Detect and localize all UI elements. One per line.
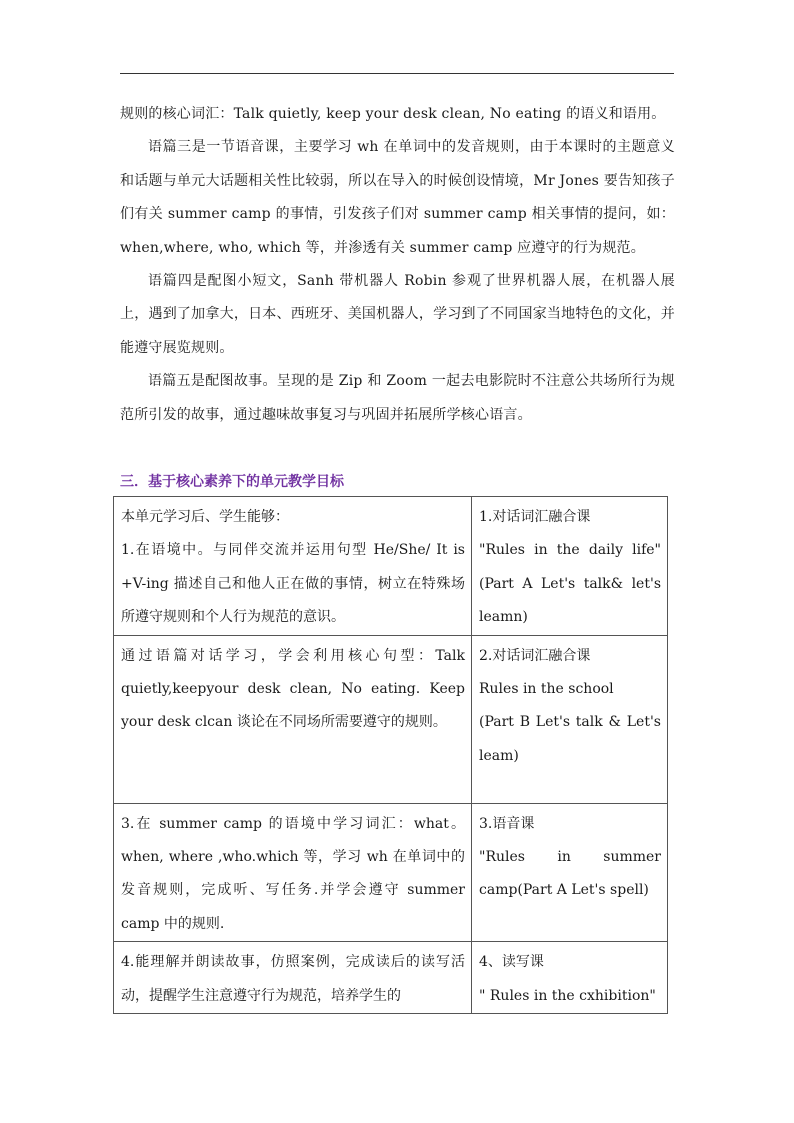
- section-heading: 三．基于核心素养下的单元教学目标: [120, 474, 344, 490]
- paragraph-text-three: 语篇三是一节语音课，主要学习 wh 在单词中的发音规则，由于本课时的主题意义和话题与单元大话题相关性比较弱，所以在导入的时候创设情境，Mr Jones 要告知孩子们有关 summer camp 的事情，引发孩子们对 summer camp 相关事情的提问，如：when,where, who, which 等，并渗透有关 summer camp 应遵守的行为规范。: [120, 139, 675, 256]
- table-cell-lesson: [472, 635, 668, 803]
- table-cell-lesson: [472, 803, 668, 942]
- table-row: [114, 803, 668, 942]
- lesson-type: 4、读写课: [479, 954, 544, 971]
- table-cell-lesson: [472, 942, 668, 1014]
- lesson-title: "Rules in summer camp(Part A Let's spell): [479, 849, 661, 899]
- cell-text: 3.在 summer camp 的语境中学习词汇：what。when, where ,who.which 等，学习 wh 在单词中的发音规则，完成听、写任务.并学会遵守 summer camp 中的规则.: [121, 815, 465, 932]
- paragraph-text-four: 语篇四是配图小短文，Sanh 带机器人 Robin 参观了世界机器人展，在机器人展上，遇到了加拿大，日本、西班牙、美国机器人，学习到了不同国家当地特色的文化，并能遵守展览规则。: [120, 273, 675, 356]
- paragraph-text-five: 语篇五是配图故事。呈现的是 Zip 和 Zoom 一起去电影院时不注意公共场所行为规范所引发的故事，通过趣味故事复习与巩固并拓展所学核心语言。: [120, 373, 675, 423]
- paragraph-continued: 规则的核心词汇：Talk quietly, keep your desk clean, No eating 的语义和语用。: [120, 106, 666, 122]
- table-cell-goal: [114, 942, 472, 1014]
- cell-text: 通过语篇对话学习，学会利用核心句型：Talk quietly,keepyour desk clean, No eating. Keep your desk clcan 谈论在不同场所需要遵守的规则。: [121, 647, 465, 731]
- table-row: [114, 497, 668, 636]
- lesson-title: "Rules in the daily life"(Part A Let's talk& let's leamn): [479, 542, 661, 626]
- cell-text: 本单元学习后、学生能够：: [121, 509, 289, 525]
- cell-text: 4.能理解并朗读故事，仿照案例，完成读后的读写活动，提醒学生注意遵守行为规范，培养学生的: [121, 954, 465, 1004]
- lesson-part: (Part B Let's talk & Let's leam): [479, 714, 661, 764]
- cell-text: 1.在语境中。与同伴交流并运用句型 He/She/ It is +V-ing 描述自己和他人正在做的事情，树立在特殊场所遵守规则和个人行为规范的意识。: [121, 542, 465, 626]
- lesson-type: 1.对话词汇融合课: [479, 509, 591, 525]
- table-cell-goal: [114, 635, 472, 803]
- body-text: [120, 98, 675, 432]
- lesson-title: Rules in the school: [479, 681, 614, 698]
- lesson-type: 3.语音课: [479, 815, 535, 832]
- teaching-goals-table: [113, 496, 668, 1014]
- table-cell-lesson: [472, 497, 668, 636]
- table-row: [114, 635, 668, 803]
- table-cell-goal: [114, 803, 472, 942]
- lesson-type: 2.对话词汇融合课: [479, 647, 591, 664]
- table-row: [114, 942, 668, 1014]
- table-cell-goal: [114, 497, 472, 636]
- header-rule: [120, 73, 674, 74]
- lesson-title: " Rules in the cxhibition": [479, 987, 656, 1004]
